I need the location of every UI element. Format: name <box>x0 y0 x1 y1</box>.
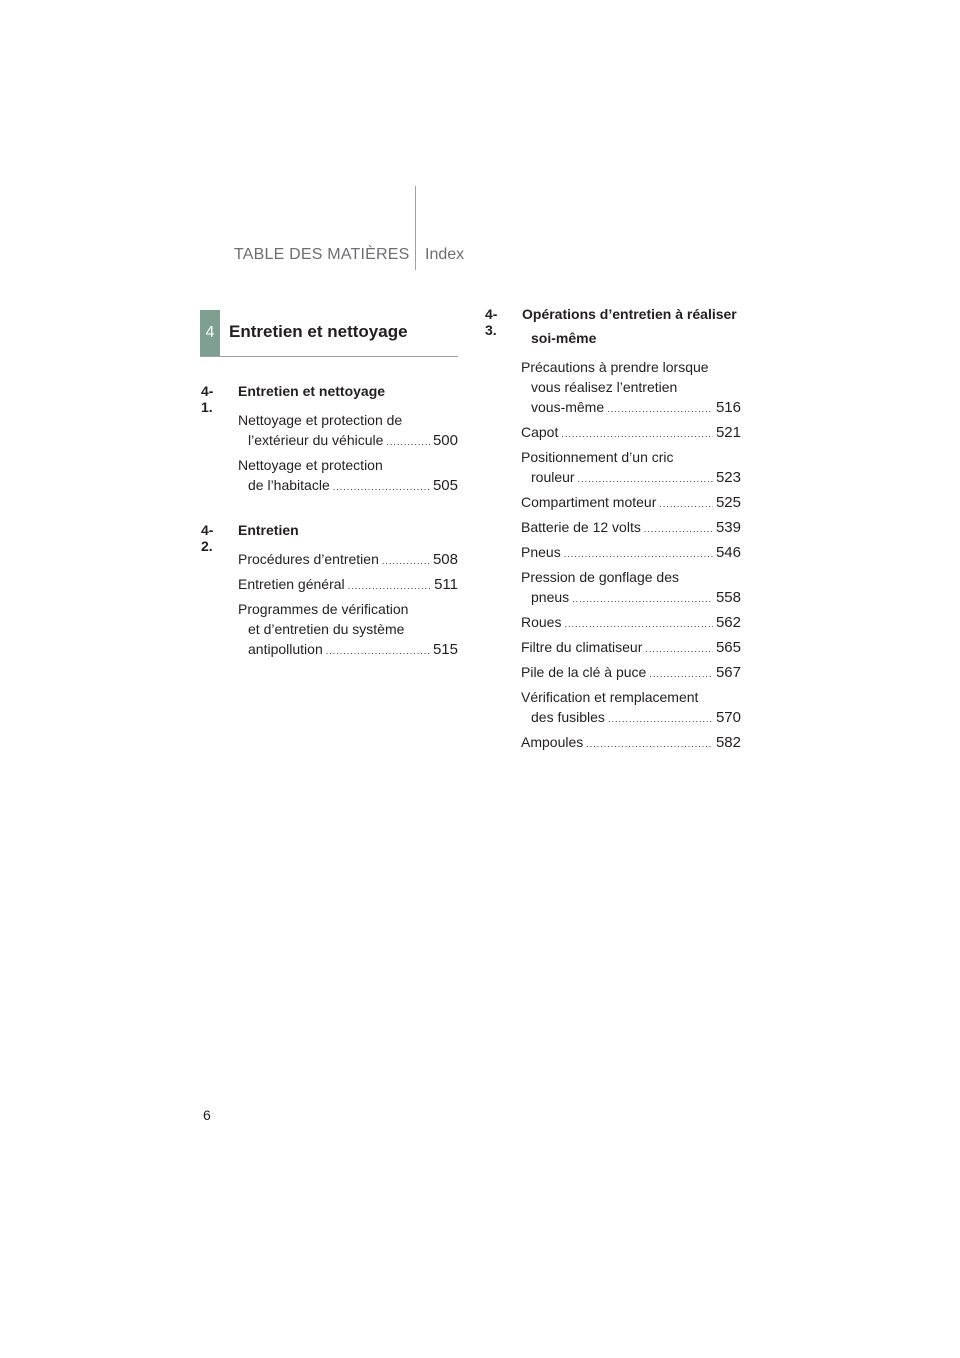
subsection-number: 4-2. <box>201 522 214 554</box>
entry-page-number: 570 <box>715 709 741 726</box>
toc-entry[interactable] <box>521 542 741 564</box>
entry-text: antipollution <box>248 641 323 657</box>
entry-page-number: 558 <box>715 589 741 606</box>
entry-text: Filtre du climatiseur <box>521 639 643 655</box>
toc-entry[interactable] <box>521 612 741 634</box>
entry-last-line <box>521 422 741 444</box>
entry-text: Précautions à prendre lorsque <box>521 359 709 375</box>
entry-page-number: 515 <box>432 641 458 658</box>
entry-last-line <box>238 639 458 661</box>
entry-text: Roues <box>521 614 562 630</box>
toc-entry[interactable] <box>521 357 741 419</box>
dot-leader <box>649 664 713 684</box>
entry-text: vous-même <box>531 399 605 415</box>
entry-last-line <box>238 549 458 571</box>
toc-entry[interactable] <box>521 732 741 754</box>
dot-leader <box>333 477 430 497</box>
entry-text: Vérification et remplacement <box>521 689 699 705</box>
subsection-title: Entretien <box>238 522 299 538</box>
entry-last-line <box>521 587 741 609</box>
entry-last-line <box>521 492 741 514</box>
entry-text: Capot <box>521 424 559 440</box>
entry-page-number: 500 <box>432 432 458 449</box>
dot-leader <box>348 576 431 596</box>
entry-text: Ampoules <box>521 734 584 750</box>
toc-entry[interactable] <box>238 455 458 497</box>
entry-page-number: 505 <box>432 477 458 494</box>
dot-leader <box>586 734 713 754</box>
section-header <box>200 310 458 356</box>
section-number-tab: 4 <box>200 310 220 356</box>
entry-text: pneus <box>531 589 570 605</box>
toc-nav-link[interactable]: TABLE DES MATIÈRES <box>234 246 410 263</box>
entry-page-number: 523 <box>715 469 741 486</box>
entry-page-number: 525 <box>715 494 741 511</box>
dot-leader <box>645 639 713 659</box>
dot-leader <box>607 399 713 419</box>
entry-text: Pression de gonflage des <box>521 569 679 585</box>
subsection-number: 4-3. <box>485 306 498 338</box>
dot-leader <box>644 519 713 539</box>
entry-last-line <box>521 517 741 539</box>
dot-leader <box>564 614 713 634</box>
entry-page-number: 508 <box>432 551 458 568</box>
subsection-title: Entretien et nettoyage <box>238 383 386 399</box>
entry-text: l’extérieur du véhicule <box>248 432 384 448</box>
entry-text: Nettoyage et protection de <box>238 412 403 428</box>
toc-entry[interactable] <box>521 662 741 684</box>
toc-entry[interactable] <box>238 574 458 596</box>
dot-leader <box>386 432 430 452</box>
entry-text: et d’entretien du système <box>248 621 405 637</box>
entry-last-line <box>238 430 458 452</box>
entry-page-number: 521 <box>715 424 741 441</box>
entry-page-number: 516 <box>715 399 741 416</box>
entry-last-line <box>521 397 741 419</box>
dot-leader <box>608 709 713 729</box>
entry-text: des fusibles <box>531 709 605 725</box>
entry-text: Compartiment moteur <box>521 494 657 510</box>
entry-page-number: 567 <box>715 664 741 681</box>
toc-entry[interactable] <box>521 492 741 514</box>
subsection-number: 4-1. <box>201 383 214 415</box>
entry-last-line <box>521 662 741 684</box>
toc-entry[interactable] <box>521 567 741 609</box>
entry-text: Programmes de vérification <box>238 601 409 617</box>
toc-entry[interactable] <box>521 517 741 539</box>
header-divider <box>415 186 416 270</box>
entry-last-line <box>521 467 741 489</box>
entry-last-line <box>521 637 741 659</box>
dot-leader <box>578 469 713 489</box>
entry-text: Entretien général <box>238 576 345 592</box>
entry-page-number: 511 <box>434 576 458 593</box>
entry-text: Nettoyage et protection <box>238 457 383 473</box>
index-nav-link[interactable]: Index <box>425 246 465 263</box>
dot-leader <box>564 544 713 564</box>
dot-leader <box>561 424 713 444</box>
toc-entry[interactable] <box>521 422 741 444</box>
dot-leader <box>326 641 430 661</box>
entry-text: vous réalisez l’entretien <box>531 379 678 395</box>
toc-entry[interactable] <box>238 549 458 571</box>
subsection-title: Opérations d’entretien à réaliser <box>522 306 737 322</box>
toc-entry[interactable] <box>521 687 741 729</box>
entry-text: Procédures d’entretien <box>238 551 379 567</box>
toc-entry[interactable] <box>521 637 741 659</box>
entry-page-number: 562 <box>715 614 741 631</box>
toc-entry[interactable] <box>238 599 458 661</box>
dot-leader <box>382 551 430 571</box>
entry-text: Positionnement d’un cric <box>521 449 674 465</box>
entry-page-number: 546 <box>715 544 741 561</box>
entry-last-line <box>521 612 741 634</box>
subsection-title-continued: soi-même <box>531 330 597 346</box>
dot-leader <box>572 589 713 609</box>
section-divider <box>200 356 458 357</box>
entry-last-line <box>521 542 741 564</box>
entry-text: rouleur <box>531 469 575 485</box>
entry-last-line <box>521 732 741 754</box>
entry-last-line <box>521 707 741 729</box>
entry-last-line <box>238 574 458 596</box>
dot-leader <box>659 494 713 514</box>
entry-last-line <box>238 475 458 497</box>
entry-page-number: 539 <box>715 519 741 536</box>
entry-text: Pile de la clé à puce <box>521 664 647 680</box>
entry-text: Pneus <box>521 544 561 560</box>
entry-text: de l’habitacle <box>248 477 330 493</box>
entry-page-number: 582 <box>715 734 741 751</box>
page-number: 6 <box>203 1107 211 1123</box>
entry-page-number: 565 <box>715 639 741 656</box>
entry-text: Batterie de 12 volts <box>521 519 641 535</box>
toc-entry[interactable] <box>521 447 741 489</box>
toc-entry[interactable] <box>238 410 458 452</box>
section-title: Entretien et nettoyage <box>229 322 408 341</box>
